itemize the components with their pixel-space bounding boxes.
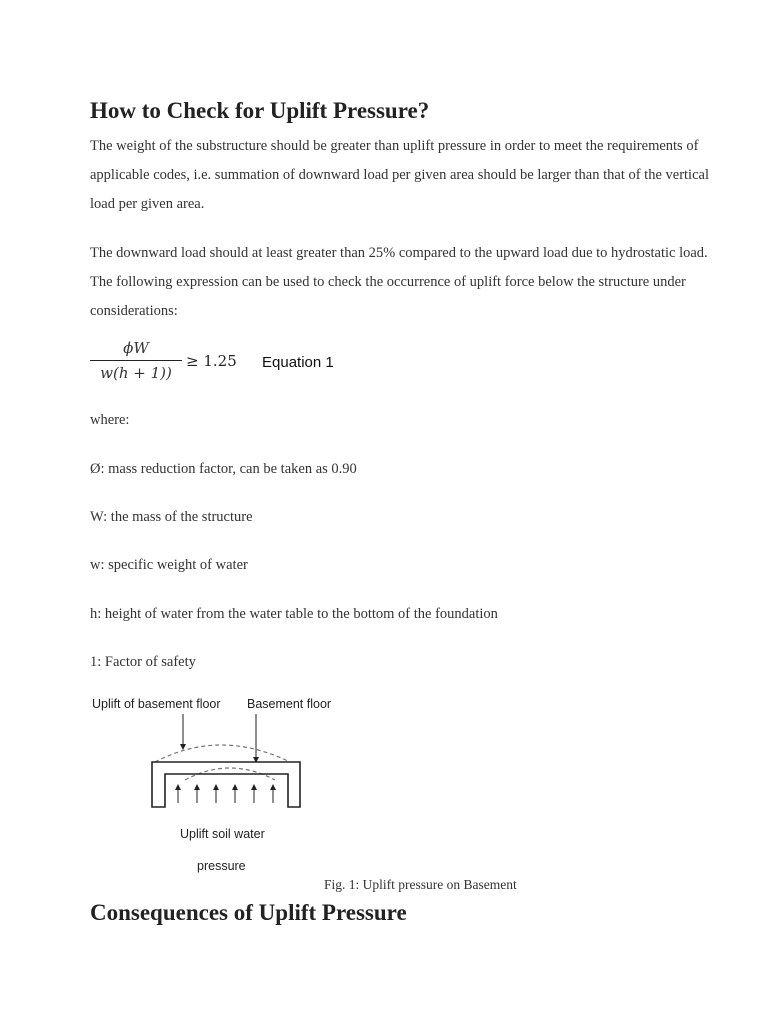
uplift-pressure-diagram xyxy=(90,690,350,880)
label-basement-floor: Basement floor xyxy=(247,697,332,711)
label-uplift-basement-floor: Uplift of basement floor xyxy=(92,697,221,711)
label-uplift-soil-water: Uplift soil water xyxy=(180,827,265,841)
section-heading-consequences: Consequences of Uplift Pressure xyxy=(90,900,407,925)
equation-denominator: w(h + 1)) xyxy=(100,364,172,382)
uplift-pressure-arrows xyxy=(178,788,273,803)
definition-W: W: the mass of the structure xyxy=(90,509,253,525)
definition-h: h: height of water from the water table to the bottom of the foundation xyxy=(90,606,498,622)
uplifted-floor-dashed-curve xyxy=(155,745,290,762)
equation-fraction xyxy=(90,338,182,383)
uplift-pressure-arrowheads xyxy=(175,784,276,790)
equation-numerator: ϕW xyxy=(123,339,149,357)
label-pressure: pressure xyxy=(197,859,246,873)
equation-1 xyxy=(90,338,350,386)
definition-w: w: specific weight of water xyxy=(90,557,248,573)
figure-caption: Fig. 1: Uplift pressure on Basement xyxy=(324,876,517,892)
equation-inequality: ≥ 1.25 xyxy=(186,352,237,370)
where-label: where: xyxy=(90,412,130,428)
basement-outline xyxy=(152,762,300,807)
definition-1: 1: Factor of safety xyxy=(90,654,196,670)
fraction-bar xyxy=(90,360,182,361)
arrowhead-uplift-floor xyxy=(180,744,186,750)
paragraph-downward-load: The downward load should at least greater than 25% compared to the upward load due to hydrostatic load. The following expression can be used to check the occurrence of uplift force below the structure under considerations: xyxy=(90,245,708,319)
definition-phi: Ø: mass reduction factor, can be taken as 0.90 xyxy=(90,461,357,477)
uplift-diagram-svg xyxy=(90,690,350,880)
section-heading-uplift-check: How to Check for Uplift Pressure? xyxy=(90,98,430,123)
paragraph-substructure-weight: The weight of the substructure should be greater than uplift pressure in order to meet the requirements of applicable codes, i.e. summation of downward load per given area should be larger than that of the vertical load per given area. xyxy=(90,138,709,212)
equation-label: Equation 1 xyxy=(262,354,334,371)
